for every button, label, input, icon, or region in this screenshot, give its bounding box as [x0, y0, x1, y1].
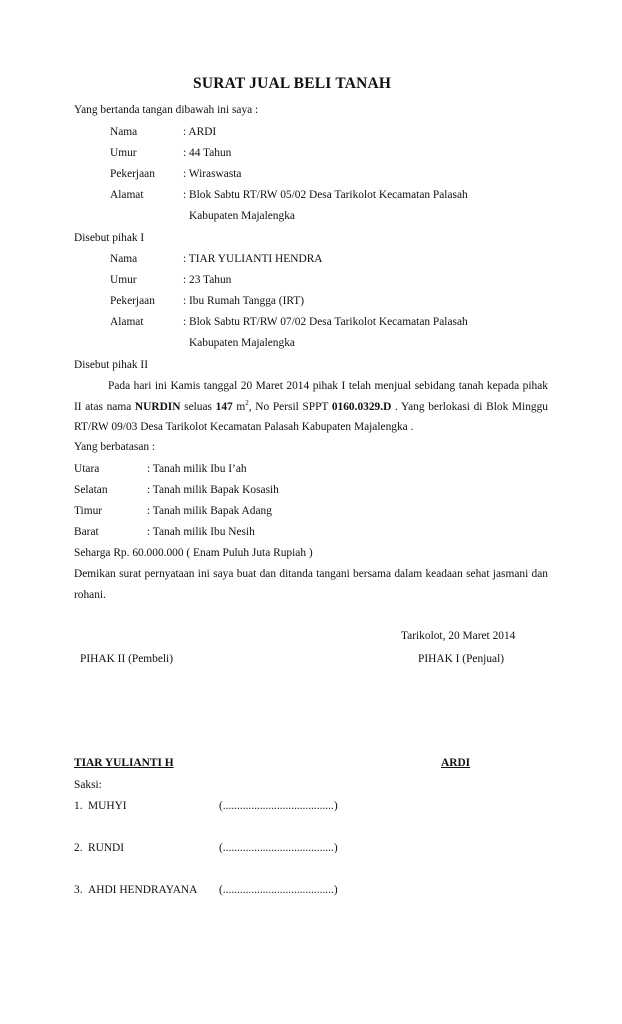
witness-1-signature-line: (.......................................) — [219, 800, 338, 812]
intro-text: Yang bertanda tangan dibawah ini saya : — [74, 104, 259, 116]
party1-designation: Disebut pihak I — [74, 232, 145, 244]
land-area: 147 — [215, 400, 233, 413]
buyer-name: NURDIN — [134, 400, 181, 413]
party1-address-label: Alamat — [110, 189, 144, 201]
party1-job-value: : Wiraswasta — [183, 168, 242, 180]
witness-3-number: 3. — [74, 884, 83, 896]
party2-address-label: Alamat — [110, 316, 144, 328]
witness-label: Saksi: — [74, 779, 102, 791]
place-date: Tarikolot, 20 Maret 2014 — [401, 630, 516, 642]
party2-job-label: Pekerjaan — [110, 295, 155, 307]
party2-age-value: : 23 Tahun — [183, 274, 232, 286]
seller-signatory-name: ARDI — [441, 757, 471, 769]
border-south-label: Selatan — [74, 484, 108, 496]
witness-2-name: RUNDI — [88, 842, 125, 854]
witness-3-name: AHDI HENDRAYANA — [88, 884, 198, 896]
closing-statement: Demikan surat pernyataan ini saya buat dan ditanda tangani bersama dalam keadaan sehat jasmani dan rohani. — [74, 568, 548, 601]
area-unit-exponent: 2 — [245, 398, 249, 407]
area-unit: m — [236, 400, 246, 413]
sale-text-1: Pada hari ini Kamis tanggal 20 Maret 2014 pihak I telah menjual sebidang tanah kepada pihak II atas nama — [74, 380, 548, 413]
border-east-label: Timur — [74, 505, 103, 517]
party2-designation: Disebut pihak II — [74, 359, 149, 371]
party2-name-label: Nama — [110, 253, 138, 265]
buyer-signatory-name: TIAR YULIANTI H — [74, 757, 174, 769]
party2-job-value: : Ibu Rumah Tangga (IRT) — [183, 295, 305, 307]
party1-name-value: : ARDI — [183, 126, 217, 138]
witness-2-number: 2. — [74, 842, 83, 854]
border-north-label: Utara — [74, 463, 100, 475]
border-north-desc: : Tanah milik Ibu I’ah — [147, 463, 247, 475]
document-title: SURAT JUAL BELI TANAH — [193, 75, 392, 92]
borders-intro: Yang berbatasan : — [74, 441, 156, 453]
buyer-role: PIHAK II (Pembeli) — [80, 653, 174, 665]
sale-paragraph — [74, 376, 548, 438]
party2-age-label: Umur — [110, 274, 137, 286]
witness-1-number: 1. — [74, 800, 83, 812]
sale-text-3: , No Persil SPPT — [248, 400, 329, 413]
price-text: Seharga Rp. 60.000.000 ( Enam Puluh Juta Rupiah ) — [74, 547, 313, 559]
party1-name-label: Nama — [110, 126, 138, 138]
party2-address-value: : Blok Sabtu RT/RW 07/02 Desa Tarikolot Kecamatan Palasah — [183, 316, 468, 328]
border-south-desc: : Tanah milik Bapak Kosasih — [147, 484, 279, 496]
border-east-desc: : Tanah milik Bapak Adang — [147, 505, 272, 517]
persil-number: 0160.0329.D — [331, 400, 392, 413]
border-west-desc: : Tanah milik Ibu Nesih — [147, 526, 255, 538]
witness-2-signature-line: (.......................................) — [219, 842, 338, 854]
party2-address-cont: Kabupaten Majalengka — [189, 337, 295, 349]
party1-job-label: Pekerjaan — [110, 168, 155, 180]
border-west-label: Barat — [74, 526, 99, 538]
witness-1-name: MUHYI — [88, 800, 127, 812]
party1-age-label: Umur — [110, 147, 137, 159]
party1-address-cont: Kabupaten Majalengka — [189, 210, 295, 222]
party2-name-value: : TIAR YULIANTI HENDRA — [183, 253, 323, 265]
sale-text-4: . Yang berlokasi di Blok Minggu RT/RW 09/03 Desa Tarikolot Kecamatan Palasah Kabupaten Majalengka . — [74, 400, 548, 433]
witness-3-signature-line: (.......................................) — [219, 884, 338, 896]
party1-address-value: : Blok Sabtu RT/RW 05/02 Desa Tarikolot Kecamatan Palasah — [183, 189, 468, 201]
seller-role: PIHAK I (Penjual) — [418, 653, 505, 665]
sale-text-2: seluas — [184, 400, 212, 413]
party1-age-value: : 44 Tahun — [183, 147, 232, 159]
